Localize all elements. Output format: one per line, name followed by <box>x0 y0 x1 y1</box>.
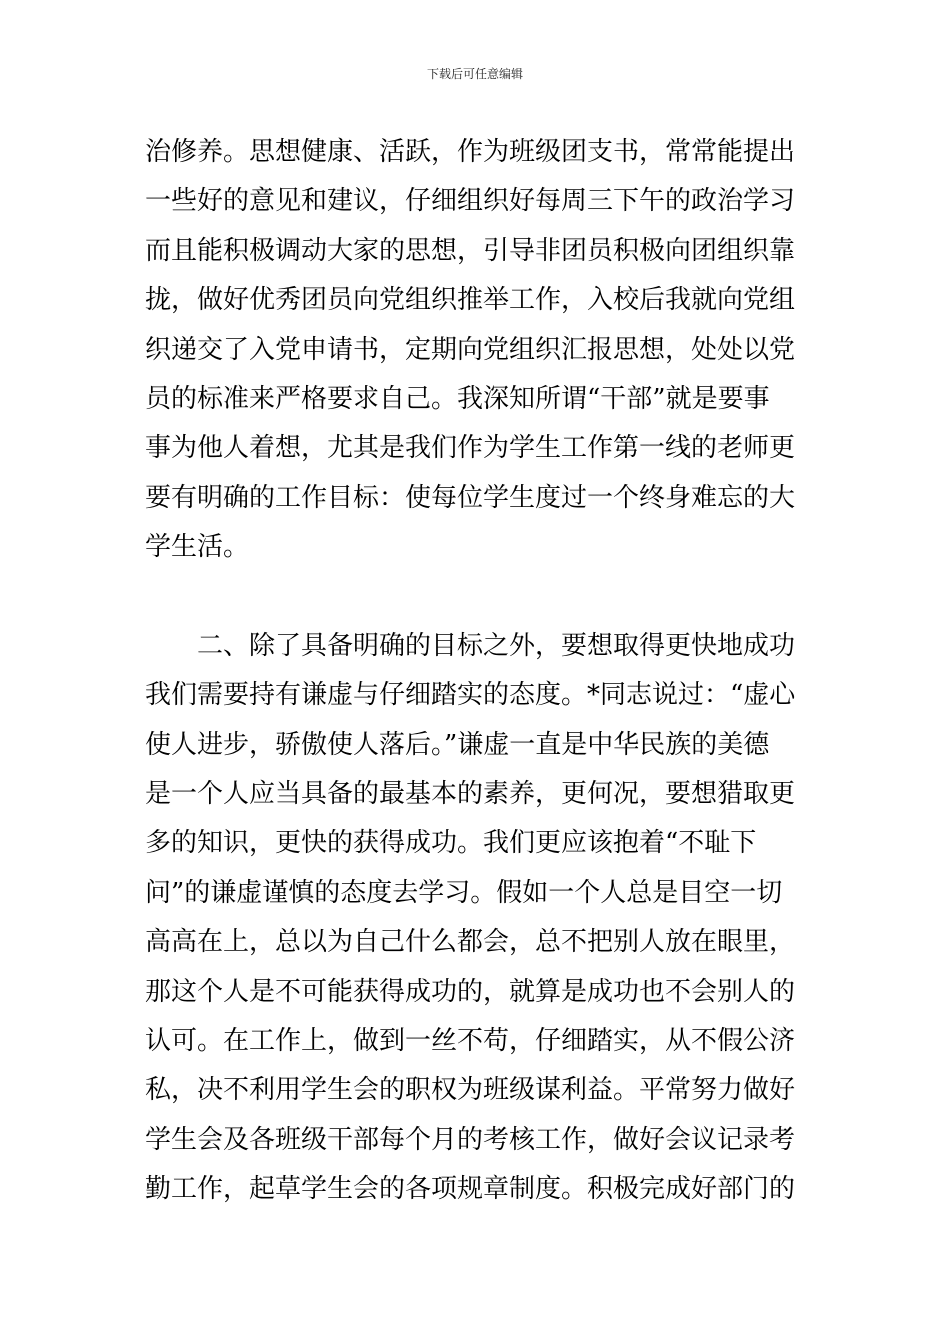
paragraph-2-line: 问”的谦虚谨慎的态度去学习。假如一个人总是目空一切 <box>145 877 783 908</box>
paragraph-2-line: 使人进步，骄傲使人落后。”谦虚一直是中华民族的美德 <box>145 729 770 760</box>
paragraph-2-line: 勤工作，起草学生会的各项规章制度。积极完成好部门的 <box>145 1174 796 1205</box>
paragraph-1-line: 拢，做好优秀团员向党组织推举工作，入校后我就向党组 <box>145 285 796 316</box>
paragraph-1-line: 学生活。 <box>145 532 250 563</box>
paragraph-1-line: 要有明确的工作目标：使每位学生度过一个终身难忘的大 <box>145 482 796 513</box>
paragraph-2-line: 那这个人是不可能获得成功的，就算是成功也不会别人的 <box>145 976 796 1007</box>
paragraph-gap <box>145 573 815 622</box>
paragraph-1-line: 织递交了入党申请书，定期向党组织汇报思想，处处以党 <box>145 334 796 365</box>
paragraph-1-line: 事为他人着想，尤其是我们作为学生工作第一线的老师更 <box>145 433 796 464</box>
paragraph-2-line: 私，决不利用学生会的职权为班级谋利益。平常努力做好 <box>145 1075 796 1106</box>
paragraph-2-first-line: 二、除了具备明确的目标之外，要想取得更快地成功 <box>197 630 796 661</box>
paragraph-2-line: 学生会及各班级干部每个月的考核工作，做好会议记录考 <box>145 1124 796 1155</box>
paragraph-2-line: 是一个人应当具备的最基本的素养，更何况，要想猎取更 <box>145 779 796 810</box>
paragraph-2-line: 高高在上，总以为自己什么都会，总不把别人放在眼里， <box>145 927 796 958</box>
paragraph-2-line: 多的知识，更快的获得成功。我们更应该抱着“不耻下 <box>145 828 757 859</box>
paragraph-1-line: 治修养。思想健康、活跃，作为班级团支书，常常能提出 <box>145 137 796 167</box>
document-body <box>145 128 815 1215</box>
paragraph-2-line: 认可。在工作上，做到一丝不苟，仔细踏实，从不假公济 <box>145 1026 796 1057</box>
paragraph-1-line: 一些好的意见和建议，仔细组织好每周三下午的政治学习 <box>145 186 796 217</box>
paragraph-1-line: 而且能积极调动大家的思想，引导非团员积极向团组织靠 <box>145 235 796 266</box>
paragraph-2-line: 我们需要持有谦虚与仔细踏实的态度。*同志说过：“虚心 <box>145 680 796 711</box>
page-header: 下载后可任意编辑 <box>426 67 523 81</box>
paragraph-1-line: 员的标准来严格要求自己。我深知所谓“干部”就是要事 <box>145 383 770 414</box>
